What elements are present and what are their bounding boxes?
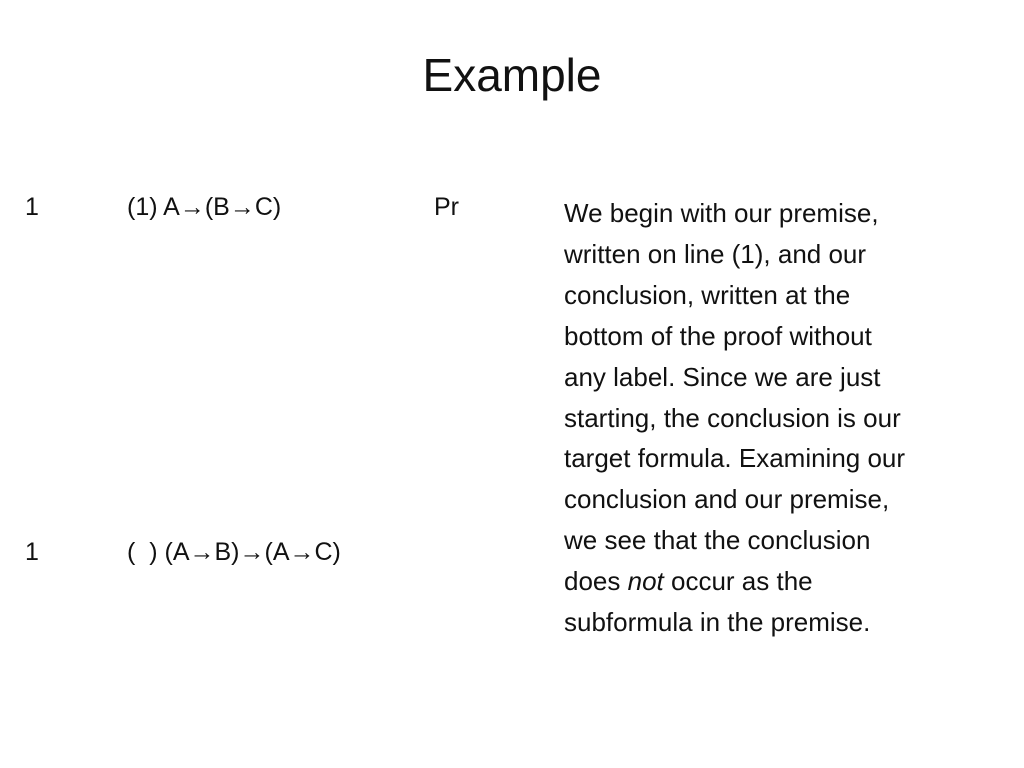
explanation-line: starting, the conclusion is our xyxy=(564,402,901,433)
text-fragment: does xyxy=(564,566,628,597)
conclusion-formula xyxy=(127,535,341,569)
explanation-line: any label. Since we are just xyxy=(564,361,881,392)
dependency-number: 1 xyxy=(25,538,39,566)
explanation-line: written on line (1), and our xyxy=(564,238,867,269)
proof-line-conclusion xyxy=(0,535,540,569)
formula-text: (A→B)→(A→C) xyxy=(164,538,341,566)
formula-text: A→(B→C) xyxy=(163,193,282,221)
line-number: (1) xyxy=(127,193,158,221)
explanation-line: subformula in the premise. xyxy=(564,607,871,638)
explanation-line: target formula. Examining our xyxy=(564,443,906,474)
premise-formula xyxy=(127,190,281,224)
line-number: ( ) xyxy=(127,538,158,566)
explanation-line: We begin with our premise, xyxy=(564,198,879,228)
explanation-line: conclusion and our premise, xyxy=(564,484,890,515)
emphasis-text: not xyxy=(627,566,664,597)
proof-line-premise xyxy=(0,190,540,224)
text-fragment: occur as the xyxy=(663,566,813,597)
explanation-line: conclusion, written at the xyxy=(564,279,851,310)
explanation-line: bottom of the proof without xyxy=(564,320,872,351)
dependency-number: 1 xyxy=(25,193,39,221)
explanation-line xyxy=(564,566,813,596)
explanation-line: we see that the conclusion xyxy=(564,525,871,556)
explanation-text xyxy=(564,193,994,643)
justification: Pr xyxy=(434,193,459,221)
slide-title: Example xyxy=(422,49,602,101)
